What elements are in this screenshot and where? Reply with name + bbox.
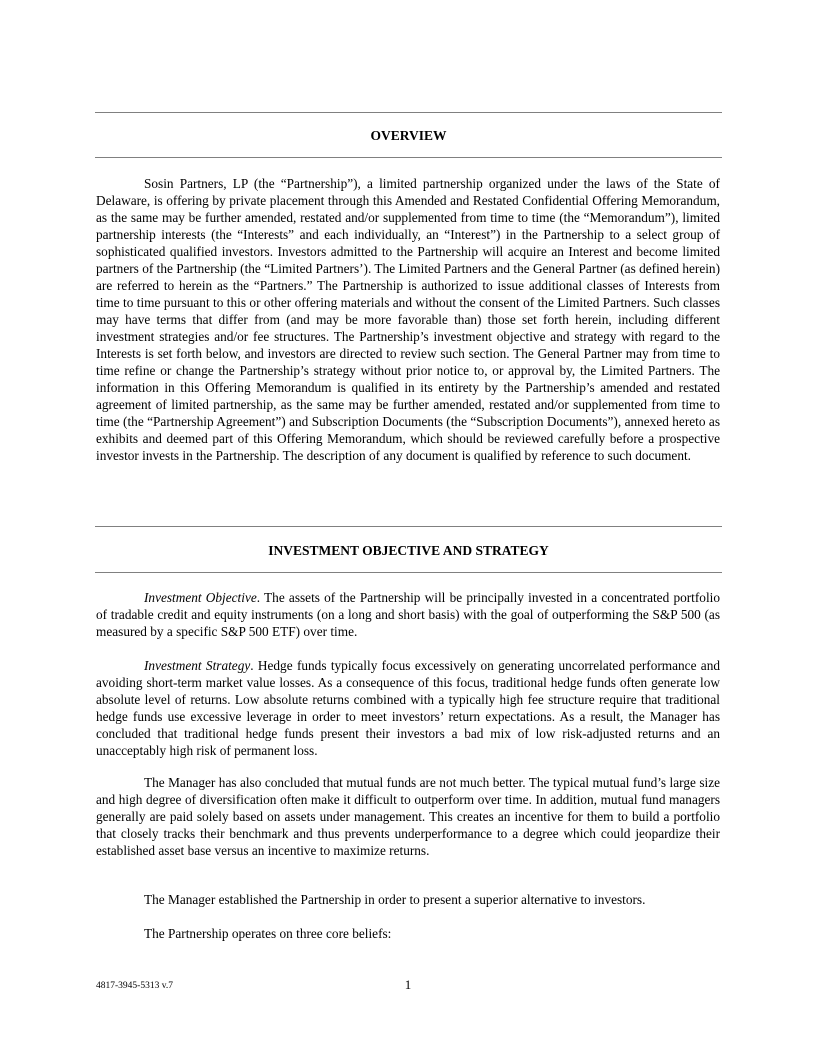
overview-heading: OVERVIEW [370,128,447,143]
strategy-bottom-rule [95,572,722,573]
document-id: 4817-3945-5313 v.7 [96,981,173,991]
mutual-funds-paragraph: The Manager has also concluded that mutual funds are not much better. The typical mutual fund’s large size and high degree of diversification often make it difficult to outperform over time. In addition, mutual fund managers generally are paid solely based on assets under management. This creates an incentive for them to build a portfolio that closely tracks their benchmark and thus prevents underperformance to a degree which could jeopardize their established asset base versus an incentive to maximize returns. [96,775,720,858]
page-number: 1 [404,977,412,992]
investment-objective-label: Investment Objective [144,590,257,605]
investment-objective-text: . The assets of the Partnership will be principally invested in a concentrated portfolio of tradable credit and equity instruments (on a long and short basis) with the goal of outperforming the S&P 500 (as measured by a specific S&P 500 ETF) over time. [96,590,720,639]
investment-strategy-paragraph [96,657,720,759]
overview-top-rule [95,112,722,113]
overview-paragraph: Sosin Partners, LP (the “Partnership”), a limited partnership organized under the laws of the State of Delaware, is offering by private placement through this Amended and Restated Confidential Offering Memorandum, as the same may be further amended, restated and/or supplemented from time to time (the “Memorandum”), limited partnership interests (the “Interests” and each individually, an “Interest”) in the Partnership to a select group of sophisticated qualified investors. Investors admitted to the Partnership will acquire an Interest and become limited partners of the Partnership (the “Limited Partners’). The Limited Partners and the General Partner (as defined herein) are referred to herein as the “Partners.” The Partnership is authorized to issue additional classes of Interests from time to time pursuant to this or other offering materials and without the consent of the Limited Partners. Such classes may have terms that differ from (and may be more favorable than) those set forth herein, including different investment strategies and/or fee structures. The Partnership’s investment objective and strategy with regard to the Interests is set forth below, and investors are directed to review such section. The General Partner may from time to time refine or change the Partnership’s strategy without prior notice to, or approval by, the Limited Partners. The information in this Offering Memorandum is qualified in its entirety by the Partnership’s amended and restated agreement of limited partnership, as the same may be further amended, restated and/or supplemented from time to time (the “Partnership Agreement”) and Subscription Documents (the “Subscription Documents”), annexed hereto as exhibits and deemed part of this Offering Memorandum, which should be reviewed carefully before a prospective investor invests in the Partnership. The description of any document is qualified by reference to such document. [96,176,720,463]
investment-strategy-text: . Hedge funds typically focus excessively on generating uncorrelated performance and avoiding short-term market value losses. As a consequence of this focus, traditional hedge funds often generate low absolute level of returns. Low absolute returns combined with a typically high fee structure require that traditional hedge funds use excessive leverage in order to meet investors’ return expectations. As a result, the Manager has concluded that traditional hedge funds present their investors a bad mix of low risk-adjusted returns and an unacceptably high risk of permanent loss. [96,658,721,758]
core-beliefs-paragraph: The Partnership operates on three core beliefs: [144,926,392,941]
overview-bottom-rule [95,157,722,158]
strategy-top-rule [95,526,722,527]
investment-strategy-label: Investment Strategy [144,658,251,673]
strategy-heading: INVESTMENT OBJECTIVE AND STRATEGY [268,543,549,558]
established-paragraph: The Manager established the Partnership in order to present a superior alternative to investors. [144,892,646,907]
investment-objective-paragraph [96,589,720,640]
